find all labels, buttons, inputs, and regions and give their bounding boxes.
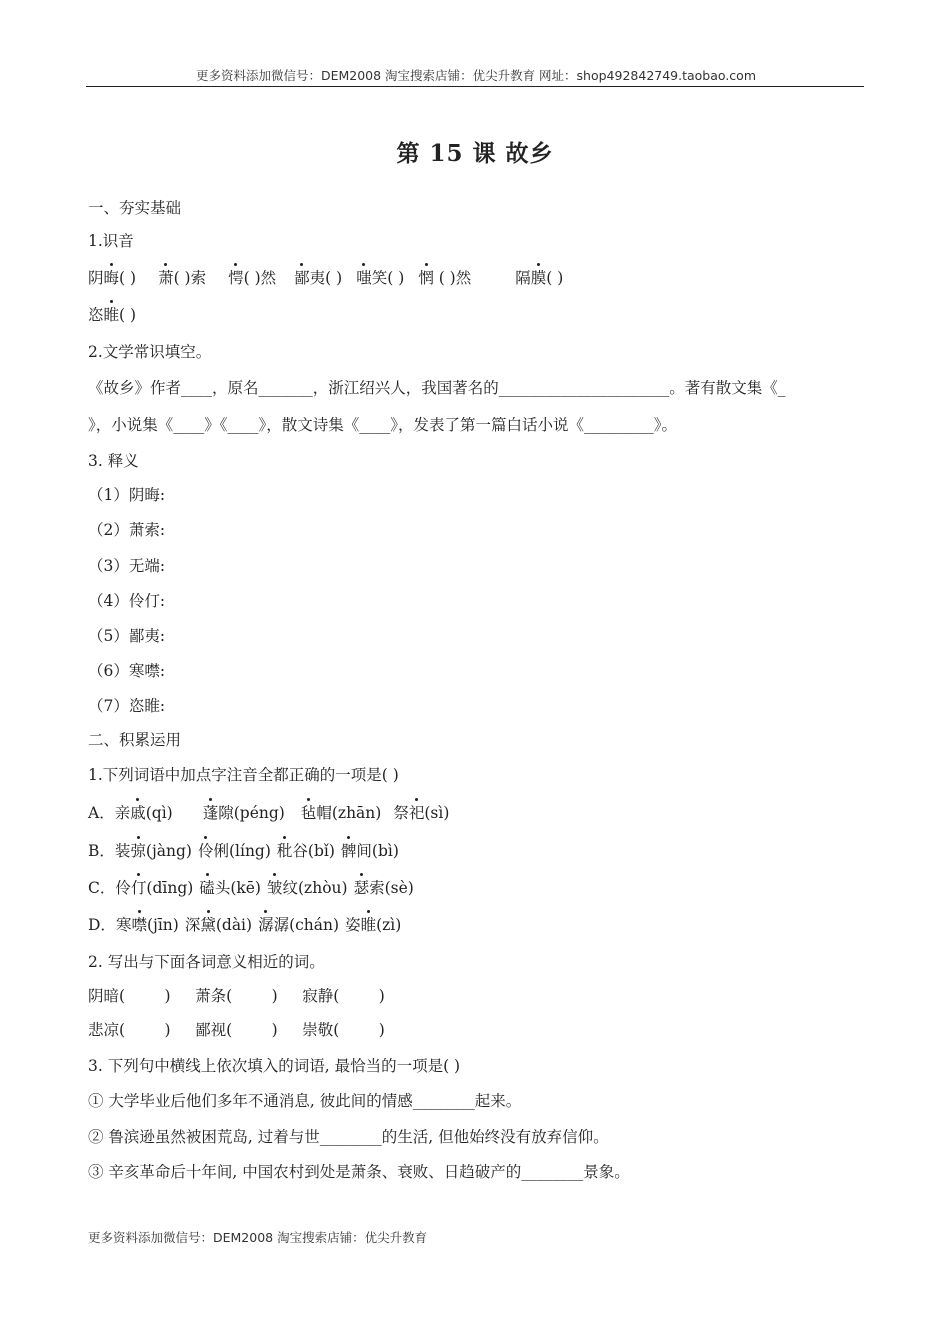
definition-item: （4）伶仃: xyxy=(88,592,166,610)
fill-sentence-2: ② 鲁滨逊虽然被困荒岛, 过着与世________的生活, 但他始终没有放弃信仰。 xyxy=(88,1128,609,1146)
mc-option-a: A．亲戚(qì) 蓬隙(péng) 毡帽(zhān) 祭祀(sì) xyxy=(88,804,450,822)
mc-option-b: B．装弶(jàng) 伶俐(líng) 秕谷(bǐ) 髀间(bì) xyxy=(88,842,399,860)
pron-item-5: 嗤笑( ) xyxy=(356,269,405,287)
section-heading-2: 二、积累运用 xyxy=(88,731,182,749)
pron-item-2: 萧( )索 xyxy=(158,269,207,287)
pronunciation-row-2: 恣睢( ) xyxy=(88,306,137,324)
definition-item: （6）寒噤: xyxy=(88,662,166,680)
pron-item-1: 阴晦( ) xyxy=(88,269,137,287)
pron-item-6: 惘 ( )然 xyxy=(418,269,472,287)
literature-fill-line-1: 《故乡》作者____，原名_______，浙江绍兴人，我国著名的______________________。著有散文集《_ xyxy=(88,379,786,397)
mc-question: 1.下列词语中加点字注音全都正确的一项是( ) xyxy=(88,766,399,784)
literature-fill-line-2: 》，小说集《____》《____》，散文诗集《____》，发表了第一篇白话小说《_________》。 xyxy=(88,416,678,434)
definition-item: （7）恣睢: xyxy=(88,697,166,715)
fill-sentence-3: ③ 辛亥革命后十年间, 中国农村到处是萧条、衰败、日趋破产的________景象。 xyxy=(88,1163,630,1181)
synonym-question: 2. 写出与下面各词意义相近的词。 xyxy=(88,953,325,971)
question-1-label: 1.识音 xyxy=(88,232,134,250)
synonym-row-1: 阴暗( ) 萧条( ) 寂静( ) xyxy=(88,987,385,1005)
definition-item: （2）萧索: xyxy=(88,521,166,539)
mc-option-c: C．伶仃(dīng) 磕头(kē) 皱纹(zhòu) 瑟索(sè) xyxy=(88,879,414,897)
fill-sentence-1: ① 大学毕业后他们多年不通消息, 彼此间的情感________起来。 xyxy=(88,1092,522,1110)
page-header: 更多资料添加微信号：DEM2008 淘宝搜索店铺：优尖升教育 网址：shop492842749.taobao.com xyxy=(195,68,757,83)
page-title: 第 15 课 故乡 xyxy=(396,140,554,167)
question-3-label: 3. 释义 xyxy=(88,452,139,470)
definition-item: （1）阴晦: xyxy=(88,486,166,504)
header-divider xyxy=(86,86,864,87)
pron-item-3: 愕( )然 xyxy=(228,269,277,287)
definition-item: （5）鄙夷: xyxy=(88,627,166,645)
page-footer: 更多资料添加微信号：DEM2008 淘宝搜索店铺：优尖升教育 xyxy=(88,1230,428,1245)
mc-option-d: D．寒噤(jīn) 深黛(dài) 潺潺(chán) 姿睢(zì) xyxy=(88,916,402,934)
synonym-row-2: 悲凉( ) 鄙视( ) 崇敬( ) xyxy=(88,1021,385,1039)
section-heading-1: 一、夯实基础 xyxy=(88,199,182,217)
question-2-label: 2.文学常识填空。 xyxy=(88,343,212,361)
pron-item-4: 鄙夷( ) xyxy=(294,269,343,287)
definition-item: （3）无端: xyxy=(88,557,166,575)
pronunciation-row-1 xyxy=(88,268,563,288)
fill-question: 3. 下列句中横线上依次填入的词语, 最恰当的一项是( ) xyxy=(88,1057,461,1075)
pron-item-7: 隔膜( ) xyxy=(515,269,564,287)
